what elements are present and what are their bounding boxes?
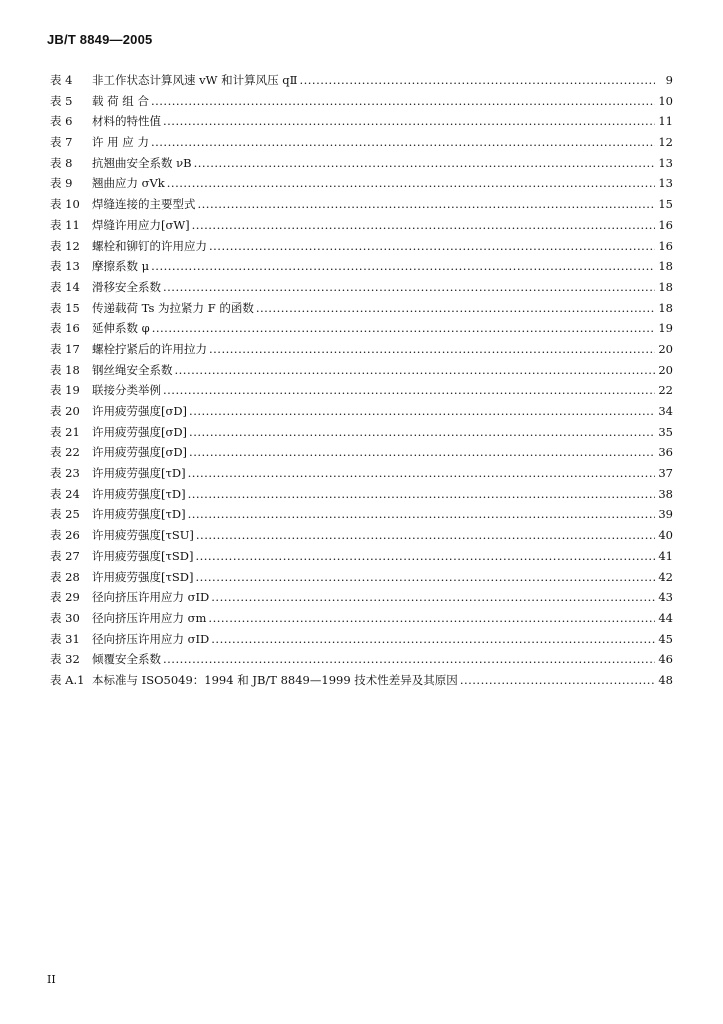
toc-entry-title: 许用疲劳强度[τSU] — [92, 528, 194, 543]
toc-entry-title: 焊缝连接的主要型式 — [92, 197, 196, 212]
toc-entry-number: 表 25 — [50, 507, 80, 522]
toc-entry-page: 35 — [658, 424, 673, 439]
toc-entry-page: 45 — [658, 631, 673, 646]
toc-entry[interactable] — [50, 173, 673, 194]
page-number: II — [47, 973, 56, 986]
toc-leader-dots — [188, 504, 655, 525]
toc-entry-title: 材料的特性值 — [92, 114, 161, 129]
toc-entry-page: 38 — [658, 486, 673, 501]
toc-entry[interactable] — [50, 256, 673, 277]
toc-entry[interactable] — [50, 546, 673, 567]
toc-entry[interactable] — [50, 153, 673, 174]
toc-entry[interactable] — [50, 91, 673, 112]
toc-leader-dots — [188, 484, 655, 505]
toc-entry-title: 许用疲劳强度[σD] — [92, 424, 188, 439]
toc-entry-page: 9 — [665, 73, 673, 87]
toc-entry-page: 36 — [658, 445, 673, 460]
toc-entry[interactable] — [50, 422, 673, 443]
toc-entry-number: 表 4 — [50, 73, 73, 87]
toc-entry-page: 37 — [658, 466, 673, 481]
toc-entry-title: 许用疲劳强度[τD] — [92, 507, 186, 522]
toc-leader-dots — [211, 629, 655, 650]
toc-entry[interactable] — [50, 215, 673, 236]
toc-entry-number: 表 16 — [50, 321, 80, 336]
toc-entry[interactable] — [50, 670, 673, 691]
toc-entry-page: 18 — [658, 279, 673, 294]
table-of-contents — [50, 70, 673, 691]
toc-entry-title: 许用疲劳强度[σD] — [92, 445, 188, 460]
toc-entry-number: 表 31 — [50, 631, 80, 646]
toc-entry-number: 表 30 — [50, 610, 80, 625]
toc-entry[interactable] — [50, 463, 673, 484]
toc-entry[interactable] — [50, 567, 673, 588]
document-id-header: JB/T 8849—2005 — [47, 32, 153, 47]
toc-entry-title: 钢丝绳安全系数 — [92, 362, 173, 377]
toc-entry-page: 16 — [658, 238, 673, 253]
toc-leader-dots — [209, 236, 655, 257]
toc-entry[interactable] — [50, 587, 673, 608]
toc-entry-title: 非工作状态计算风速 vW 和计算风压 qⅡ — [92, 73, 298, 87]
toc-entry[interactable] — [50, 380, 673, 401]
toc-entry-number: 表 23 — [50, 466, 80, 481]
toc-entry-page: 12 — [658, 135, 673, 150]
toc-entry-number: 表 24 — [50, 486, 80, 501]
toc-entry[interactable] — [50, 298, 673, 319]
toc-entry-title: 径向挤压许用应力 σID — [92, 631, 210, 646]
toc-entry-number: 表 5 — [50, 93, 73, 108]
toc-entry-number: 表 21 — [50, 424, 80, 439]
toc-leader-dots — [188, 463, 655, 484]
toc-entry-page: 18 — [658, 300, 673, 315]
toc-entry-page: 20 — [658, 362, 673, 377]
toc-entry-number: 表 19 — [50, 383, 80, 398]
toc-entry-number: 表 18 — [50, 362, 80, 377]
toc-leader-dots — [460, 670, 655, 691]
toc-entry[interactable] — [50, 194, 673, 215]
toc-leader-dots — [167, 173, 655, 194]
toc-entry-number: 表 22 — [50, 445, 80, 460]
toc-entry-number: 表 9 — [50, 176, 73, 191]
toc-leader-dots — [163, 649, 655, 670]
toc-entry-title: 许用疲劳强度[τD] — [92, 486, 186, 501]
toc-entry[interactable] — [50, 236, 673, 257]
toc-entry-title: 螺栓和铆钉的许用应力 — [92, 238, 207, 253]
toc-entry-page: 19 — [658, 321, 673, 336]
toc-leader-dots — [196, 525, 655, 546]
toc-entry-number: 表 14 — [50, 279, 80, 294]
toc-entry-title: 许用疲劳强度[τSD] — [92, 569, 194, 584]
toc-leader-dots — [192, 215, 655, 236]
toc-entry-page: 18 — [658, 259, 673, 274]
toc-entry[interactable] — [50, 360, 673, 381]
toc-entry-page: 15 — [658, 197, 673, 212]
toc-entry[interactable] — [50, 608, 673, 629]
toc-leader-dots — [209, 339, 655, 360]
toc-entry[interactable] — [50, 629, 673, 650]
toc-entry-title: 摩擦系数 μ — [92, 259, 150, 274]
toc-entry-page: 10 — [658, 93, 673, 108]
toc-leader-dots — [195, 546, 655, 567]
toc-entry-title: 螺栓拧紧后的许用拉力 — [92, 341, 207, 356]
toc-entry-number: 表 12 — [50, 238, 80, 253]
toc-entry-number: 表 28 — [50, 569, 80, 584]
toc-entry-title: 载 荷 组 合 — [92, 93, 149, 108]
toc-leader-dots — [151, 132, 655, 153]
toc-entry-number: 表 29 — [50, 590, 80, 605]
toc-leader-dots — [175, 360, 656, 381]
toc-entry[interactable] — [50, 525, 673, 546]
toc-entry-page: 20 — [658, 341, 673, 356]
toc-entry-page: 39 — [658, 507, 673, 522]
toc-entry-page: 22 — [658, 383, 673, 398]
toc-entry-title: 许用疲劳强度[σD] — [92, 404, 188, 418]
toc-entry-title: 翘曲应力 σVk — [92, 176, 165, 191]
toc-entry-number: 表 27 — [50, 548, 80, 563]
toc-leader-dots — [163, 380, 655, 401]
toc-entry[interactable] — [50, 401, 673, 422]
toc-entry-title: 滑移安全系数 — [92, 279, 161, 294]
toc-leader-dots — [151, 256, 655, 277]
toc-entry-page: 41 — [658, 548, 673, 563]
toc-leader-dots — [299, 70, 655, 91]
toc-entry-title: 许 用 应 力 — [92, 135, 149, 150]
toc-entry-number: 表 7 — [50, 135, 73, 150]
toc-entry-number: 表 15 — [50, 300, 80, 315]
toc-entry[interactable] — [50, 339, 673, 360]
toc-entry-title: 抗翘曲安全系数 νB — [92, 155, 192, 170]
toc-entry-number: 表 8 — [50, 155, 73, 170]
toc-leader-dots — [256, 298, 655, 319]
toc-entry-page: 42 — [658, 569, 673, 584]
toc-leader-dots — [189, 442, 655, 463]
toc-entry[interactable] — [50, 649, 673, 670]
toc-entry-page: 16 — [658, 217, 673, 232]
toc-leader-dots — [211, 587, 655, 608]
toc-entry-page: 40 — [658, 528, 673, 543]
toc-entry-page: 46 — [658, 652, 673, 667]
toc-entry-title: 传递载荷 Ts 为拉紧力 F 的函数 — [92, 300, 254, 315]
toc-entry-page: 13 — [658, 176, 673, 191]
toc-entry-title: 联接分类举例 — [92, 383, 161, 398]
toc-entry-number: 表 20 — [50, 404, 80, 418]
toc-entry-page: 48 — [658, 672, 673, 687]
toc-entry-page: 34 — [658, 404, 673, 418]
toc-leader-dots — [163, 277, 655, 298]
toc-entry-number: 表 32 — [50, 652, 80, 667]
toc-leader-dots — [163, 111, 655, 132]
toc-leader-dots — [151, 91, 655, 112]
toc-entry-title: 许用疲劳强度[τSD] — [92, 548, 194, 563]
toc-entry-page: 43 — [658, 590, 673, 605]
toc-leader-dots — [189, 422, 655, 443]
toc-entry-number: 表 13 — [50, 259, 80, 274]
toc-leader-dots — [152, 318, 655, 339]
toc-entry-title: 径向挤压许用应力 σm — [92, 610, 207, 625]
toc-leader-dots — [189, 401, 655, 422]
toc-entry-title: 径向挤压许用应力 σID — [92, 590, 210, 605]
toc-leader-dots — [194, 153, 655, 174]
toc-entry-page: 44 — [658, 610, 673, 625]
toc-entry[interactable] — [50, 132, 673, 153]
toc-entry-number: 表 26 — [50, 528, 80, 543]
toc-entry-page: 13 — [658, 155, 673, 170]
toc-entry-title: 倾覆安全系数 — [92, 652, 161, 667]
toc-entry[interactable] — [50, 111, 673, 132]
toc-entry[interactable] — [50, 318, 673, 339]
toc-leader-dots — [198, 194, 656, 215]
toc-entry[interactable] — [50, 484, 673, 505]
toc-entry-number: 表 A.1 — [50, 672, 85, 687]
toc-entry-number: 表 6 — [50, 114, 73, 129]
toc-entry[interactable] — [50, 277, 673, 298]
toc-entry-page: 11 — [658, 114, 673, 129]
toc-entry[interactable] — [50, 504, 673, 525]
toc-entry[interactable] — [50, 442, 673, 463]
toc-entry-number: 表 17 — [50, 341, 80, 356]
toc-entry-title: 本标准与 ISO5049：1994 和 JB/T 8849—1999 技术性差异及其原因 — [92, 672, 458, 687]
toc-entry-title: 许用疲劳强度[τD] — [92, 466, 186, 481]
toc-entry-number: 表 11 — [50, 217, 80, 232]
toc-leader-dots — [195, 567, 655, 588]
toc-entry[interactable] — [50, 70, 673, 91]
toc-entry-title: 焊缝许用应力[σW] — [92, 217, 190, 232]
toc-entry-number: 表 10 — [50, 197, 80, 212]
toc-leader-dots — [208, 608, 655, 629]
toc-entry-title: 延伸系数 φ — [92, 321, 150, 336]
